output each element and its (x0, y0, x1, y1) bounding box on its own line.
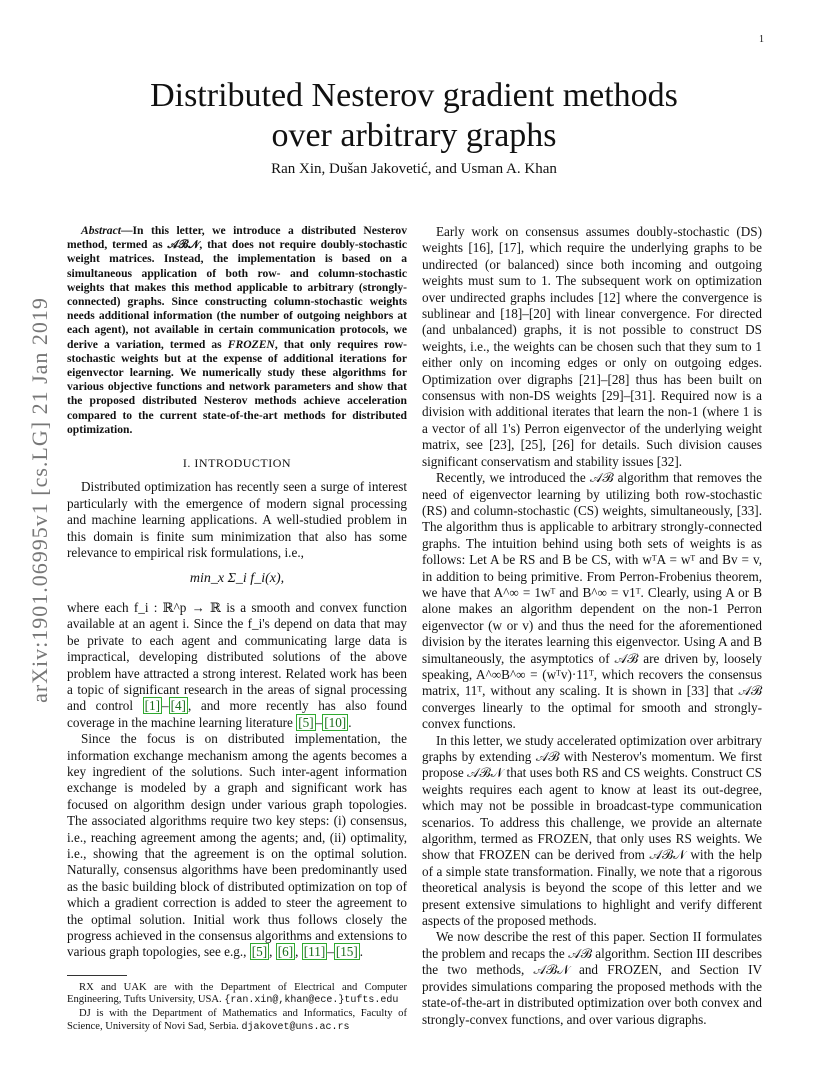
abstract-text-3: , that only requires row-stochastic weights but at the expense of additional iterations for eigenvector learning. We numerically study these algorithms for various objective functions and network parameters and show that the proposed distributed Nesterov methods achieve acceleration compared to the current state-of-the-art methods for distributed optimization. (67, 337, 408, 436)
footnote-1 (67, 982, 407, 1008)
citation-link[interactable]: [11] (303, 944, 326, 960)
citation-link[interactable]: [15] (335, 944, 358, 960)
footnote-1-email: {ran.xin@,khan@ece.}tufts.edu (224, 995, 399, 1007)
intro-p2-text-a: where each f_i : ℝ^p → ℝ is a smooth and convex function available at an agent i. Since the f_i's depend on data that may be private to each agent and communicating large data is impractical, developing distributed solutions of the above problem have attracted a strong interest. Related work has been a topic of significant research in the areas of signal processing and control (67, 599, 407, 714)
right-paragraph-3: In this letter, we study accelerated optimization over arbitrary graphs by extending 𝒜ℬ with Nesterov's momentum. We first propose 𝒜ℬ𝒩 that uses both RS and CS weights. Construct CS weights requires each agent to know at least its out-degree, which may not be possible in broadcast-type communication scenarios. To address this challenge, we provide an alternate algorithm, termed as FROZEN, that only uses RS weights. We show that FROZEN can be derived from 𝒜ℬ𝒩 with the help of a simple state transformation. Finally, we note that a rigorous theoretical analysis is beyond the scope of this letter and we present extensive simulations to highlight and verify different aspects of the proposed methods. (422, 732, 762, 929)
intro-paragraph-1: Distributed optimization has recently seen a surge of interest particularly with the emergence of modern signal processing and machine learning applications. A well-studied problem in this domain is finite sum minimization that also has some relevance to empirical risk formulations, i.e., (67, 479, 407, 561)
citation-link[interactable]: [10] (324, 714, 347, 730)
intro-p2-dash-2: – (315, 714, 323, 730)
equation: min_x Σ_i f_i(x), (189, 571, 285, 587)
intro-p2-end: . (348, 714, 352, 730)
footnote-1-text: RX and UAK are with the Department of Electrical and Computer Engineering, Tufts University, USA. (67, 981, 407, 1006)
citation-link[interactable]: [5] (298, 714, 314, 730)
page-number: 1 (759, 34, 764, 45)
right-paragraph-2: Recently, we introduced the 𝒜ℬ algorithm that removes the need of eigenvector learning by utilizing both row-stochastic (RS) and column-stochastic (CS) weights, simultaneously, [33]. The algorithm thus is applicable to arbitrary strongly-connected graphs. The intuition behind using both sets of weights is as follows: Let A be RS and B be CS, with wᵀA = wᵀ and Bv = v, in addition to being primitive. From Perron-Frobenius theorem, we have that A^∞ = 1wᵀ and B^∞ = v1ᵀ. Clearly, using A or B alone makes an algorithm dependent on the non-1 Perron eigenvector (w or v) and thus the need for the aforementioned division by the iterates learning this eigenvector. Using A and B simultaneously, the asymptotics of 𝒜ℬ are driven by, loosely speaking, A^∞B^∞ = (wᵀv)·11ᵀ, which recovers the consensus matrix, 11ᵀ, without any scaling. It is shown in [33] that 𝒜ℬ converges linearly to the optimal for smooth and strongly-convex functions. (422, 470, 762, 732)
title-line-2: over arbitrary graphs (271, 117, 557, 154)
footnote-2 (67, 1008, 407, 1034)
author-list: Ran Xin, Dušan Jakovetić, and Usman A. Khan (271, 161, 557, 177)
arxiv-stamp[interactable] (20, 290, 60, 710)
intro-p3-text: Since the focus is on distributed implementation, the information exchange mechanism among the agents becomes a key ingredient of the solutions. Such inter-agent information exchange is modeled by a graph and significant work has focused on algorithm design under various graph topologies. The associated algorithms require two key steps: (i) consensus, i.e., reaching agreement among the agents; and, (ii) optimality, i.e., showing that the agreement is on the optimal solution. Naturally, consensus algorithms have been predominantly used as the basic building block of distributed optimization on top of which a gradient correction is added to steer the agreement to the optimal solution. Initial work thus follows closely the progress achieved in the consensus algorithms and extensions to various graph topologies, see e.g., (67, 731, 407, 960)
abstract-dash: — (120, 224, 133, 237)
footnote-separator (67, 975, 127, 976)
abstract-frozen: FROZEN (227, 337, 275, 351)
citation-link[interactable]: [5] (251, 944, 268, 960)
abstract (67, 224, 407, 437)
footnote-2-text: DJ is with the Department of Mathematics and Informatics, Faculty of Science, University of Novi Sad, Serbia. (67, 1008, 407, 1032)
intro-p3-comma-1: , (269, 944, 276, 960)
footnote-2-email: djakovet@uns.ac.rs (241, 1021, 350, 1033)
intro-p3-comma-2: , (295, 944, 302, 960)
right-paragraph-4: We now describe the rest of this paper. Section II formulates the problem and recaps the 𝒜ℬ algorithm. Section III describes the two methods, 𝒜ℬ𝒩 and FROZEN, and Section IV provides simulations comparing the proposed methods with the state-of-the-art in distributed optimization over both convex and strongly-convex functions, and over various digraphs. (422, 929, 762, 1027)
abstract-label: Abstract (81, 224, 121, 237)
arxiv-stamp-text: arXiv:1901.06995v1 [cs.LG] 21 Jan 2019 (27, 297, 52, 703)
intro-p3-dash: – (327, 944, 334, 960)
section-heading: I. INTRODUCTION (182, 456, 292, 471)
intro-paragraph-3 (67, 731, 407, 961)
intro-paragraph-2 (67, 600, 407, 731)
right-paragraph-1: Early work on consensus assumes doubly-stochastic (DS) weights [16], [17], which require the underlying graphs to be undirected (or balanced) since both incoming and outgoing weights must sum to 1. The subsequent work on optimization over undirected graphs includes [12] where the convergence is sublinear and [18]–[20] with linear convergence. For directed (and unbalanced) graphs, it is not possible to construct DS weights, i.e., the weights can be chosen such that they sum to 1 either only on incoming edges or only on outgoing edges. Optimization over digraphs [21]–[28] thus has been built on consensus with non-DS weights [29]–[31]. Required now is a division with additional iterates that learn the non-1 (where 1 is a vector of all 1's) Perron eigenvector of the underlying weight matrix, see [23], [25], [26] for details. Such division causes significant conservatism and stability issues [32]. (422, 224, 762, 469)
footnotes (67, 982, 407, 1034)
intro-p2-text-b: , and more recently has also found coverage in the machine learning literature (67, 698, 407, 730)
abstract-text-1: In this letter, we introduce a distributed Nesterov method, termed as (67, 224, 407, 252)
intro-p2-dash-1: – (161, 698, 169, 714)
left-column (67, 224, 407, 1034)
title-line-1: Distributed Nesterov gradient methods (150, 77, 678, 114)
right-column (422, 224, 762, 1028)
abstract-abn: 𝒜ℬ𝒩 (167, 238, 200, 252)
paper-title (100, 76, 728, 156)
citation-link[interactable]: [1] (144, 698, 160, 714)
intro-p3-end: . (359, 944, 364, 960)
abstract-text-2: , that does not require doubly-stochastic weight matrices. Instead, the implementation is based on a simultaneous application of both row- and column-stochastic weights that makes this method applicable to arbitrary (strongly-connected) graphs. Since constructing column-stochastic weights needs additional information (the number of outgoing neighbors at each agent), not available in certain communication protocols, we derive a variation, termed as (67, 238, 408, 351)
citation-link[interactable]: [4] (170, 698, 186, 714)
citation-link[interactable]: [6] (277, 944, 294, 960)
